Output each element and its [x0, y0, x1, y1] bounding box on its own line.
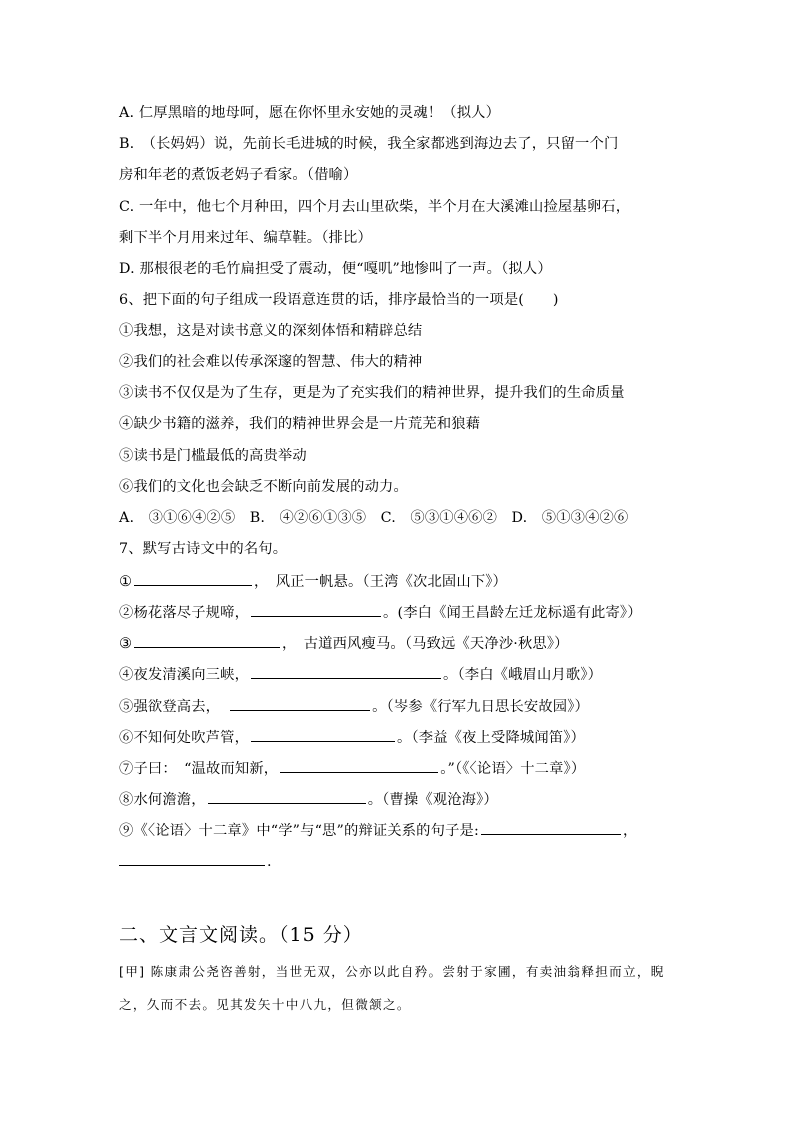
q5-option-b-line2: 房和年老的煮饭老妈子看家。（借喻） [119, 167, 358, 183]
q7-line-6-suffix: 。（李益《夜上受降城闻笛》） [397, 730, 585, 746]
q6-stem: 6、把下面的句子组成一段语意连贯的话，排序最恰当的一项是( ) [119, 292, 559, 308]
answer-blank-4[interactable] [251, 663, 441, 679]
q7-line-4-prefix: ④夜发清溪向三峡， [119, 667, 250, 683]
q7-line-9-prefix: ⑨《〈论语〉十二章》中“学”与“思”的辩证关系的句子是: [119, 823, 479, 839]
q7-line-8-prefix: ⑧水何澹澹， [119, 792, 206, 808]
passage-line-1: [甲] 陈康肃公尧咨善射，当世无双，公亦以此自矜。尝射于家圃，有卖油翁释担而立，睨 [119, 964, 665, 979]
answer-blank-9[interactable] [481, 819, 621, 835]
q6-choices: A. ③①⑥④②⑤ B. ④②⑥①③⑤ C. ⑤③①④⑥② D. ⑤①③④②⑥ [119, 510, 629, 526]
q7-line-5-suffix: 。（岑参《行军九日思长安故园》） [372, 699, 589, 715]
q6-item-3: ③读书不仅仅是为了生存，更是为了充实我们的精神世界，提升我们的生命质量 [119, 385, 625, 401]
q6-item-5: ⑤读书是门槛最低的高贵举动 [119, 448, 307, 464]
answer-blank-2[interactable] [251, 601, 381, 617]
q6-item-2: ②我们的社会难以传承深邃的智慧、伟大的精神 [119, 354, 423, 370]
q5-option-d: D. 那根很老的毛竹扁担受了震动，便“嘎叽”地惨叫了一声。（拟人） [119, 261, 552, 277]
q7-line-4-suffix: 。（李白《峨眉山月歌》） [443, 667, 603, 683]
q5-option-c-line1: C. 一年中，他七个月种田，四个月去山里砍柴，半个月在大溪滩山捡屋基卵石， [119, 199, 631, 215]
q7-line-3-suffix: ， 古道西风瘦马。（马致远《天净沙·秋思》） [281, 636, 569, 652]
q7-line-2-suffix: 。(李白《闻王昌龄左迁龙标遥有此寄》） [383, 605, 642, 621]
answer-blank-3[interactable] [134, 632, 280, 648]
q7-stem: 7、默写古诗文中的名句。 [119, 541, 288, 557]
q7-line-6 [119, 726, 679, 748]
q7-line-8 [119, 788, 679, 810]
q7-line-2-prefix: ②杨花落尽子规啼， [119, 605, 250, 621]
q5-option-b-line1: B. （长妈妈）说，先前长毛进城的时候，我全家都逃到海边去了，只留一个门 [119, 136, 619, 152]
q7-line-9-suffix: ， [622, 823, 638, 839]
q6-item-1: ①我想，这是对读书意义的深刻体悟和精辟总结 [119, 323, 423, 339]
q5-option-a: A. 仁厚黑暗的地母呵，愿在你怀里永安她的灵魂！（拟人） [119, 105, 501, 121]
q7-line-1-prefix: ① [119, 574, 132, 590]
q7-line-7 [119, 757, 679, 779]
q7-line-10-suffix: . [267, 854, 272, 870]
q7-line-5-prefix: ⑤强欲登高去， [119, 699, 221, 715]
q6-item-6: ⑥我们的文化也会缺乏不断向前发展的动力。 [119, 479, 408, 495]
q7-line-9 [119, 819, 679, 841]
q7-line-3 [119, 632, 679, 654]
q7-line-6-prefix: ⑥不知何处吹芦管， [119, 730, 250, 746]
section-2-title: 二、文言文阅读。（15 分） [119, 924, 363, 946]
q7-line-8-suffix: 。（曹操《观沧海》） [367, 792, 498, 808]
passage-line-2: 之，久而不去。见其发矢十中八九，但微颔之。 [119, 997, 411, 1012]
q7-line-5 [119, 695, 679, 717]
q5-option-c-line2: 剩下半个月用来过年、编草鞋。（排比） [119, 230, 372, 246]
q7-line-4 [119, 663, 679, 685]
answer-blank-8[interactable] [208, 788, 366, 804]
answer-blank-10[interactable] [119, 850, 265, 866]
q7-line-1 [119, 570, 679, 592]
q6-item-4: ④缺少书籍的滋养，我们的精神世界会是一片荒芜和狼藉 [119, 416, 481, 432]
answer-blank-7[interactable] [280, 757, 438, 773]
q7-line-1-suffix: ， 风正一帆悬。（王湾《次北固山下》） [253, 574, 508, 590]
q7-line-10 [119, 850, 679, 872]
answer-blank-6[interactable] [251, 726, 395, 742]
q7-line-7-suffix: 。”（《〈论语〉十二章》） [440, 761, 586, 777]
q7-line-3-prefix: ③ [119, 636, 132, 652]
answer-blank-5[interactable] [230, 695, 370, 711]
q7-line-7-prefix: ⑦子曰： “温故而知新， [119, 761, 279, 777]
answer-blank-1[interactable] [134, 570, 252, 586]
q7-line-2 [119, 601, 679, 623]
